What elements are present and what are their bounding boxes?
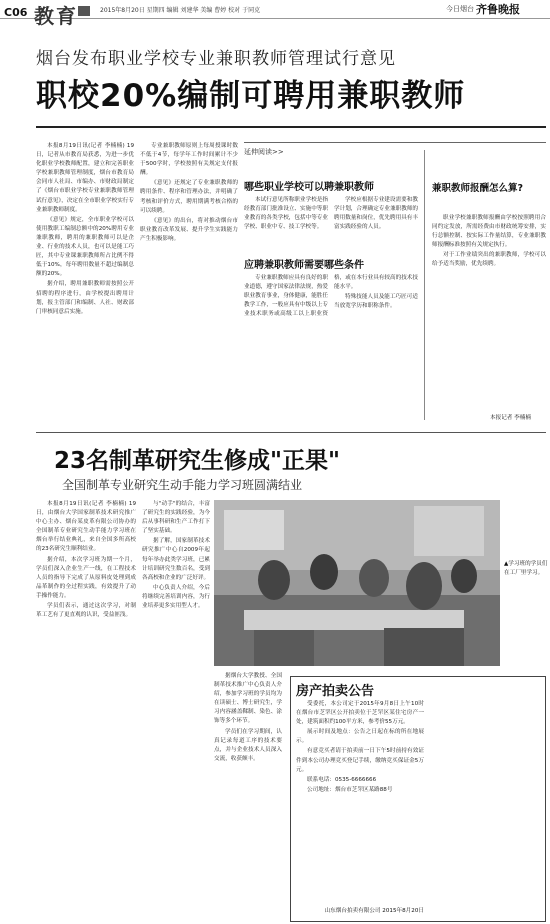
article2-paragraph: 与"动手"的结合，丰富了研究生的实践经验，为今后从事科研和生产工作打下了坚实基础。 [142,501,210,535]
article2-paragraph: 据了解，国家制革技术研究推广中心自2009年起每年举办此类学习班，已累计培训研究生数百名，受到各高校和企业的广泛好评。 [142,538,210,581]
column-tag: 今日烟台 [446,5,474,13]
notice-paragraph: 展示时间及地点：公告之日起在标的所在地展示。 [296,729,424,745]
article2-paragraph: 据烟台大学教授、全国制革技术推广中心负责人介绍，参加学习班的学员均为在读硕士、博士研究生，学习内容涵盖鞣制、染色、涂饰等多个环节。 [214,673,282,725]
article2-column-3 [214,672,282,924]
sidebar-right-text [432,214,546,408]
article1-paragraph: 据介绍，聘用兼职教师需按照公开招聘的程序进行，由学校提出聘用计划，报主管部门和编制、人社、财政部门审核同意后实施。 [36,281,134,315]
article2-paragraph: 本报8月19日讯(记者 李楠楠) 19日，由烟台大学国家制革技术研究推广中心主办、烟台某皮革有限公司协办的全国制革专业研究生动手能力学习班在烟台举行结业典礼，来自全国多所高校的23名研究生顺利结业。 [36,501,136,553]
photo-caption: ▲学习班的学员们在工厂里学习。 [504,561,548,577]
article2-paragraph: 学员们表示，通过这次学习，对制革工艺有了更直观的认识，受益匪浅。 [36,603,136,619]
sidebar-top-rule [244,142,546,143]
article1-paragraph: 《意见》还规定了专业兼职教师的聘用条件、程序和管理办法，并明确了考核和评价方式，聘用期满考核合格的可以续聘。 [140,180,238,214]
section-title: 教育 [34,4,78,28]
newspaper-brand: 齐鲁晚报 [476,3,520,16]
sidebar-right-head: 兼职教师报酬怎么算? [432,183,524,194]
sidebar-paragraph: 职业学校兼职教师报酬由学校按照聘用合同约定发放，所需经费由市财政统筹安排，实行总额控制、按实际工作量结算，专业兼职教师报酬标准按照有关规定执行。 [432,215,546,249]
article1-column-2 [140,142,238,428]
sidebar-byline: 本报记者 李楠楠 [490,415,531,421]
article2-column-1 [36,500,136,924]
sidebar-kicker: 延伸阅读>> [244,148,284,156]
auction-notice-signoff: 山东烟台拍卖有限公司 2015年8月20日 [324,908,424,914]
article2-column-2 [142,500,210,924]
article1-headline: 职校20%编制可聘用兼职教师 [36,78,466,114]
article1-paragraph: 《意见》规定，全市职业学校可以使用教职工编制总额中的20%聘用专业兼职教师，聘用的兼职教师可以是企业、行业的技术人员，也可以是能工巧匠，其中专业课兼职教师所占比例不得低于10%，每年聘用数量不超过编制总额的20%。 [36,216,134,278]
auction-notice-body [296,700,424,910]
article2-top-rule [36,432,546,433]
article1-paragraph: 本报8月19日讯(记者 李楠楠) 19日，记者从市教育局获悉，为进一步优化职业学校教师配置，建立和完善职业学校兼职教师管理制度，烟台市教育局会同市人社局、市编办、市财政局制定了《烟台市职业学校专业兼职教师管理试行意见》，决定在全市职业学校实行专业兼职教师制度。 [36,143,134,213]
article1-kicker: 烟台发布职业学校专业兼职教师管理试行意见 [36,49,396,69]
article2-subhead: 全国制革专业研究生动手能力学习班圆满结业 [62,478,303,492]
sidebar-paragraph: 对于工作业绩突出的兼职教师，学校可以给予适当奖励，优先续聘。 [432,252,546,268]
sidebar-subhead-2: 应聘兼职教师需要哪些条件 [244,260,364,271]
sidebar-paragraph: 特殊技能人员及能工巧匠可适当放宽学历和职称条件。 [334,294,418,310]
article2-paragraph: 据介绍，本次学习班为期一个月，学员们深入企业生产一线，在工程技术人员的指导下完成了从原料皮处理到成品革制作的全过程实践，有效提升了动手操作能力。 [36,556,136,599]
notice-paragraph: 有意竞买者请于拍卖前一日下午5时前持有效证件到本公司办理竞买登记手续，缴纳竞买保证金5万元。 [296,748,424,773]
sidebar-divider [424,150,425,420]
issue-meta: 2015年8月20日 星期四 编辑 刘建华 美编 曹婷 校对 于同克 [100,7,261,14]
notice-paragraph: 公司地址：烟台市芝罘区某路88号 [307,786,393,793]
sidebar-text-1 [244,196,418,254]
header-rule [0,18,550,19]
article2-paragraph: 中心负责人介绍，今后将继续完善培训内容，为行业培养更多实用型人才。 [142,584,210,610]
sidebar-paragraph: 专业兼职教师应具有良好的职业道德，遵守国家法律法规，热爱职业教育事业，身体健康，能胜任教学工作，一般应具有中级以上专业技术职务或高级工以上职业资格，或在本行业具有较高的技术技能水平。 [244,275,418,318]
sidebar-paragraph: 本试行意见所称职业学校是指经教育部门批准设立、实施中等职业教育的各类学校，包括中等专业学校、职业中专、技工学校等。 [244,197,328,231]
notice-paragraph: 受委托，本公司定于2015年9月8日上午10时在烟台市芝罘区公开拍卖位于芝罘区某住宅房产一处，建筑面积约100平方米，参考价55万元。 [296,701,424,726]
article2-headline: 23名制革研究生修成"正果" [54,448,340,474]
article1-paragraph: 《意见》的出台，将对推动烟台市职业教育改革发展、提升学生实践能力产生积极影响。 [140,217,238,242]
page-number: C06 [4,6,28,19]
sidebar-subhead-1: 哪些职业学校可以聘兼职教师 [244,182,374,193]
notice-paragraph: 联系电话：0535-6666666 [307,776,377,783]
article1-paragraph: 专业兼职教师原则上每周授课时数不低于4节，每学年工作时间累计不少于500学时，学校按照有关规定支付报酬。 [140,143,238,177]
article2-paragraph: 学员们在学习期间，认真记录每道工序的技术要点，并与企业技术人员深入交流，收获颇丰。 [214,728,282,762]
article1-column-1 [36,142,134,428]
auction-notice-title: 房产拍卖公告 [296,684,375,699]
section-marker-icon [78,6,90,16]
students-workshop-photo [214,500,500,666]
sidebar-text-2 [244,274,418,424]
sidebar-paragraph: 学校应根据专业建设需要和教学计划，合理确定专业兼职教师的聘用数量和岗位，优先聘用具有丰富实践经验的人员。 [334,197,418,231]
article1-top-rule [36,126,546,128]
